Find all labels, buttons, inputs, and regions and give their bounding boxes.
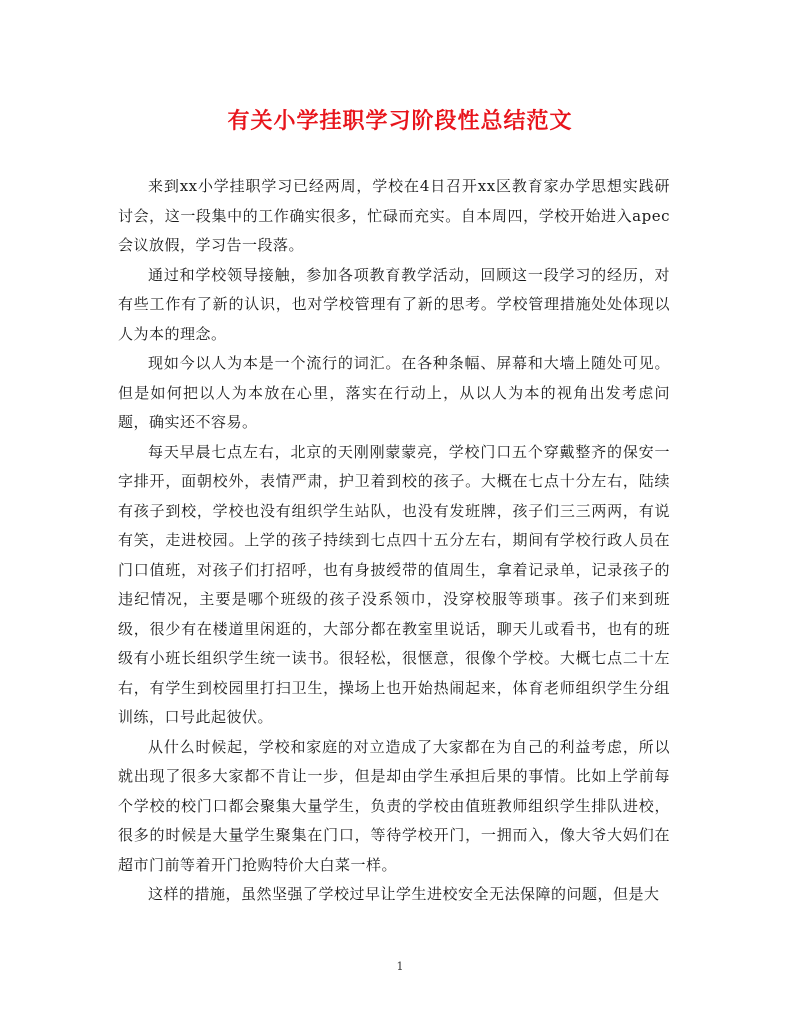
paragraph-3: 现如今以人为本是一个流行的词汇。在各种条幅、屏幕和大墙上随处可见。但是如何把以人为本放在心里，落实在行动上，从以人为本的视角出发考虑问题，确实还不容易。 — [118, 354, 670, 431]
page-number: 1 — [396, 960, 404, 973]
paragraph-6: 这样的措施，虽然坚强了学校过早让学生进校安全无法保障的问题，但是大 — [148, 885, 660, 903]
paragraph-2: 通过和学校领导接触，参加各项教育教学活动，回顾这一段学习的经历，对有些工作有了新的认识，也对学校管理有了新的思考。学校管理措施处处体现以人为本的理念。 — [118, 265, 670, 343]
paragraph-5: 从什么时候起，学校和家庭的对立造成了大家都在为自己的利益考虑，所以就出现了很多大家都不肯让一步，但是却由学生承担后果的事情。比如上学前每个学校的校门口都会聚集大量学生，负责的学校由值班教师组织学生排队进校，很多的时候是大量学生聚集在门口，等待学校开门，一拥而入，像大爷大妈们在超市门前等着开门抢购特价大白菜一样。 — [118, 737, 670, 874]
paragraph-1: 来到xx小学挂职学习已经两周，学校在4日召开xx区教育家办学思想实践研讨会，这一段集中的工作确实很多，忙碌而充实。自本周四，学校开始进入apec会议放假，学习告一段落。 — [118, 177, 670, 254]
paragraph-4: 每天早晨七点左右，北京的天刚刚蒙蒙亮，学校门口五个穿戴整齐的保安一字排开，面朝校外，表情严肃，护卫着到校的孩子。大概在七点十分左右，陆续有孩子到校，学校也没有组织学生站队，也没有发班牌，孩子们三三两两，有说有笑，走进校园。上学的孩子持续到七点四十五分左右，期间有学校行政人员在门口值班，对孩子们打招呼，也有身披绶带的值周生，拿着记录单，记录孩子的违纪情况，主要是哪个班级的孩子没系领巾，没穿校服等琐事。孩子们来到班级，很少有在楼道里闲逛的，大部分都在教室里说话，聊天儿或看书，也有的班级有小班长组织学生统一读书。很轻松，很惬意，很像个学校。大概七点二十左右，有学生到校园里打扫卫生，操场上也开始热闹起来，体育老师组织学生分组训练，口号此起彼伏。 — [118, 442, 670, 726]
document-title: 有关小学挂职学习阶段性总结范文 — [227, 108, 573, 134]
document-body — [118, 172, 670, 910]
